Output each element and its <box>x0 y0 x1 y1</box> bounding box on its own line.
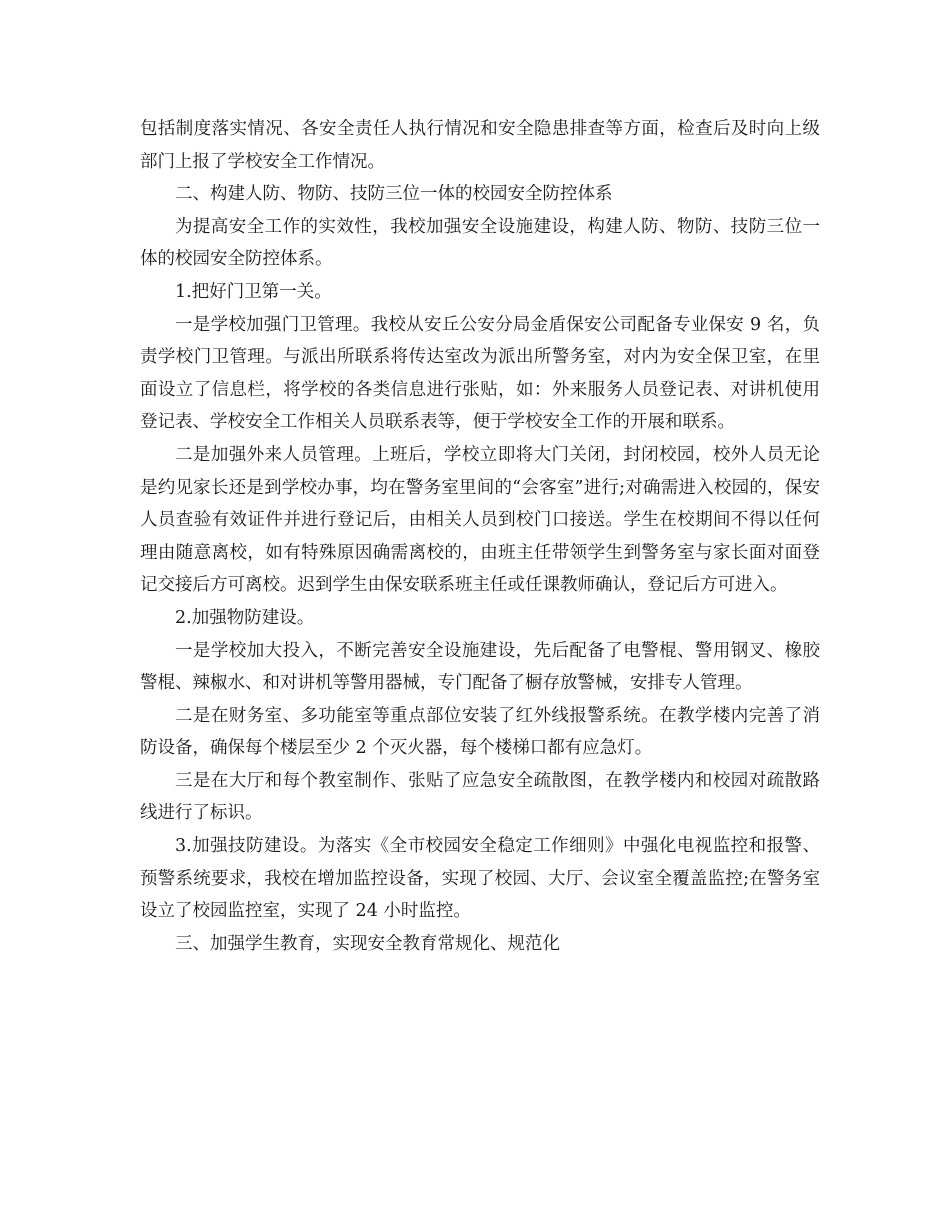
paragraph: 二是加强外来人员管理。上班后，学校立即将大门关闭，封闭校园，校外人员无论是约见家长还是到学校办事，均在警务室里间的“会客室”进行;对确需进入校园的，保安人员查验有效证件并进行登记后，由相关人员到校门口接送。学生在校期间不得以任何理由随意离校，如有特殊原因确需离校的，由班主任带领学生到警务室与家长面对面登记交接后方可离校。迟到学生由保安联系班主任或任课教师确认，登记后方可进入。 <box>140 444 820 596</box>
subheading-gatekeeping: 1.把好门卫第一关。 <box>175 281 332 302</box>
section-heading-2: 二、构建人防、物防、技防三位一体的校园安全防控体系 <box>175 184 613 205</box>
section-heading-3: 三、加强学生教育，实现安全教育常规化、规范化 <box>175 933 560 954</box>
paragraph: 为提高安全工作的实效性，我校加强安全设施建设，构建人防、物防、技防三位一体的校园安全防控体系。 <box>140 216 820 270</box>
paragraph-continuation: 包括制度落实情况、各安全责任人执行情况和安全隐患排查等方面，检查后及时向上级部门上报了学校安全工作情况。 <box>140 119 820 172</box>
paragraph: 一是学校加大投入，不断完善安全设施建设，先后配备了电警棍、警用钢叉、橡胶警棍、辣椒水、和对讲机等警用器械，专门配备了橱存放警械，安排专人管理。 <box>140 640 820 694</box>
document-page <box>140 113 820 960</box>
paragraph-tech-defense: 3.加强技防建设。为落实《全市校园安全稳定工作细则》中强化电视监控和报警、预警系统要求，我校在增加监控设备，实现了校园、大厅、会议室全覆盖监控;在警务室设立了校园监控室，实现了 24 小时监控。 <box>140 836 820 922</box>
paragraph: 三是在大厅和每个教室制作、张贴了应急安全疏散图，在教学楼内和校园对疏散路线进行了标识。 <box>140 770 820 824</box>
paragraph: 一是学校加强门卫管理。我校从安丘公安分局金盾保安公司配备专业保安 9 名，负责学校门卫管理。与派出所联系将传达室改为派出所警务室，对内为安全保卫室，在里面设立了信息栏，将学校的各类信息进行张贴，如：外来服务人员登记表、对讲机使用登记表、学校安全工作相关人员联系表等，便于学校安全工作的开展和联系。 <box>140 314 820 433</box>
paragraph: 二是在财务室、多功能室等重点部位安装了红外线报警系统。在教学楼内完善了消防设备，确保每个楼层至少 2 个灭火器，每个楼梯口都有应急灯。 <box>140 705 820 759</box>
subheading-physical-defense: 2.加强物防建设。 <box>175 607 315 628</box>
